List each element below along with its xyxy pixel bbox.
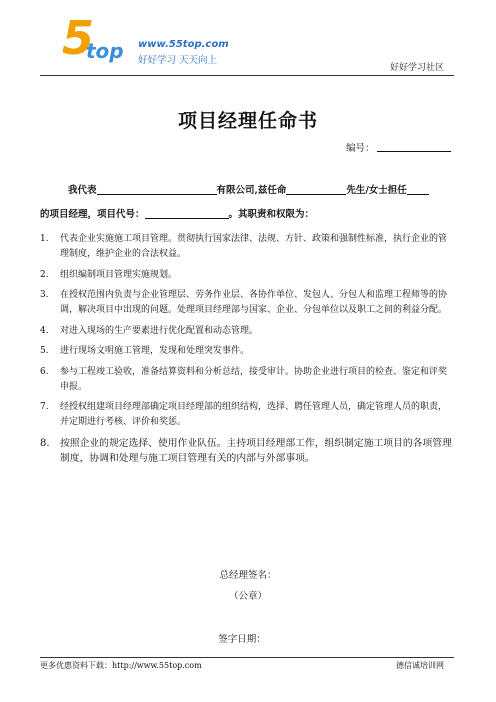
intro-line-2 (40, 208, 454, 222)
seal-label: （公章） (228, 591, 267, 602)
footer-download-link[interactable]: 更多优惠资料下载：http://www.55top.com (40, 661, 202, 670)
intro-text-a: 我代表 (68, 185, 97, 196)
company-name-blank (97, 184, 217, 195)
list-item-text: 在授权范围内负责与企业管理层、劳务作业层、各协作单位、发包人、分包人和监理工程师等的协调，解决项目中出现的问题。处理项目经理部与国家、企业、分包单位以及职工之间的利益分配。 (60, 290, 448, 315)
list-item-text: 参与工程竣工验收，准备结算资料和分析总结，接受审计。协助企业进行项目的检查、鉴定和评奖申报。 (60, 366, 448, 392)
intro-text-b: 有限公司,兹任命 (216, 185, 287, 196)
intro-text-e: 。其职责和权限为： (228, 209, 315, 220)
list-item-number: 4. (40, 325, 49, 336)
intro-text-c: 先生/女士担任 (346, 185, 407, 196)
list-item-number: 7. (40, 402, 49, 412)
logo-url: www.55top.com (138, 39, 229, 50)
responsibility-list (40, 232, 454, 471)
list-item (40, 436, 454, 466)
list-item-text: 对进入现场的生产要素进行优化配置和动态管理。 (60, 325, 259, 336)
list-item-number: 6. (40, 366, 49, 377)
intro-text-d: 的项目经理，项目代号： (40, 209, 145, 220)
intro-line-1 (40, 184, 454, 198)
sign-date-label: 签字日期： (218, 634, 266, 645)
logo-top-wordmark: top (86, 39, 124, 63)
list-item-number: 1. (40, 234, 49, 244)
list-item (40, 268, 454, 283)
list-item (40, 400, 454, 430)
header-site-name: 好好学习社区 (389, 63, 444, 73)
document-number (346, 140, 451, 154)
list-item-text: 按照企业的规定选择、使用作业队伍。主持项目经理部工作，组织制定施工项目的各项管理制度，协调和处理与施工项目管理有关的内部与外部事项。 (60, 437, 452, 464)
list-item-number: 2. (40, 269, 49, 280)
list-item-number: 3. (40, 290, 49, 300)
list-item-number: 8. (40, 437, 50, 449)
list-item-text: 组织编制项目管理实施规划。 (60, 269, 178, 280)
list-item-text: 进行现场文明施工管理，发现和处理突发事件。 (60, 346, 250, 356)
header-divider (40, 75, 454, 76)
appointee-name-blank (286, 184, 346, 195)
list-item (40, 365, 454, 395)
list-item-number: 5. (40, 346, 49, 356)
list-item (40, 288, 454, 318)
list-item-text: 代表企业实施施工项目管理。贯彻执行国家法律、法规、方针、政策和强制性标准，执行企业的管理制度，维护企业的合法权益。 (60, 234, 448, 259)
footer-site-name: 德信诚培训网 (396, 661, 444, 670)
list-item (40, 344, 454, 359)
project-code-blank (145, 208, 229, 219)
signature-label: 总经理签名： (219, 570, 277, 581)
footer-divider (40, 657, 454, 658)
site-logo[interactable] (56, 11, 256, 74)
page-title: 项目经理任命书 (177, 110, 318, 132)
logo-five-glyph: 5 (62, 11, 95, 65)
list-item (40, 232, 454, 262)
logo-slogan: 好好学习 天天向上 (138, 55, 218, 66)
document-number-label: 编号： (346, 143, 375, 154)
document-number-blank (377, 142, 451, 152)
project-name-blank (407, 184, 429, 195)
list-item (40, 324, 454, 339)
list-item-text: 经授权组建项目经理部确定项目经理部的组织结构，选择、聘任管理人员，确定管理人员的职责，并定期进行考核、评价和奖惩。 (60, 402, 448, 427)
